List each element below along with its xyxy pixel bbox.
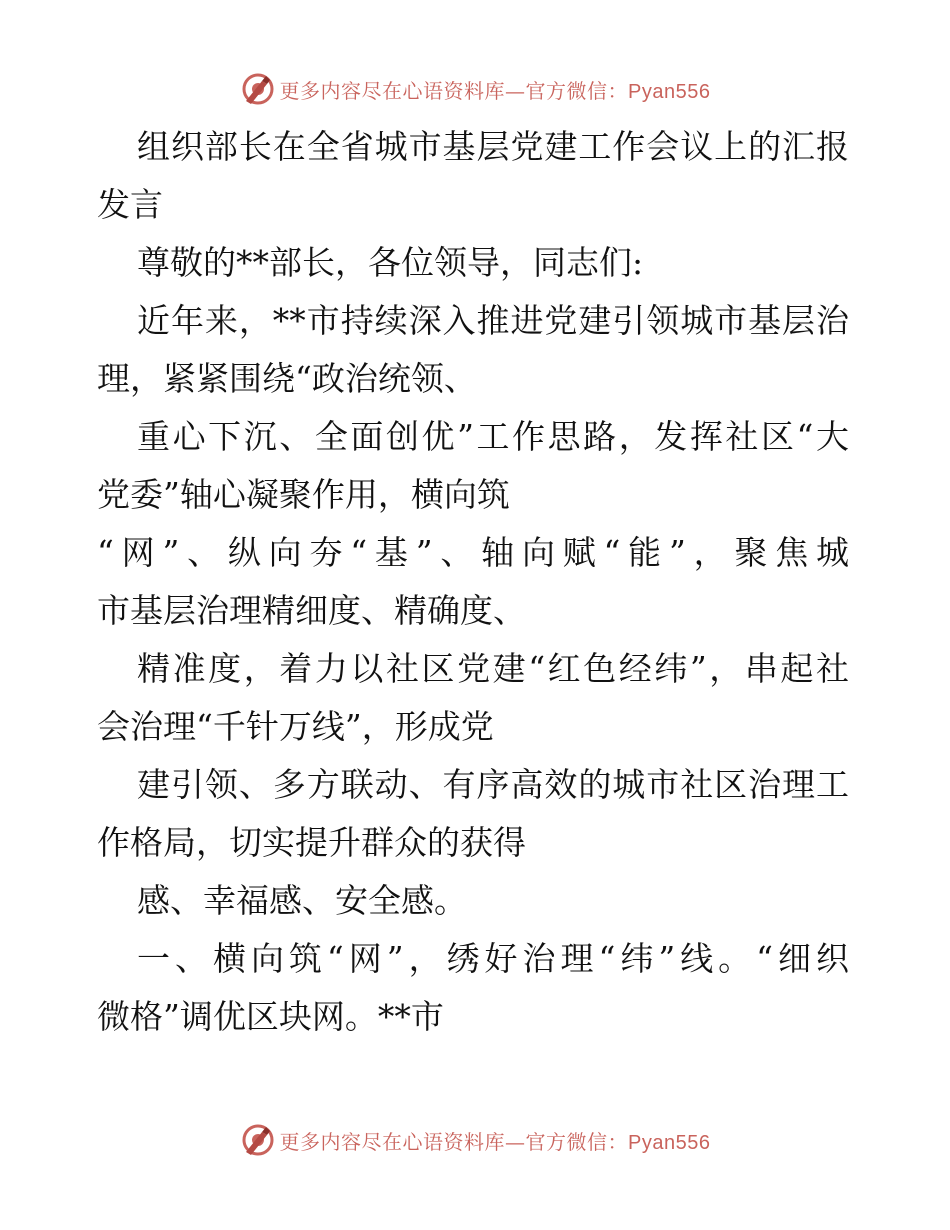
document-body: [97, 118, 849, 1046]
pen-logo-icon: [240, 71, 276, 107]
watermark-banner-bottom: [0, 1122, 950, 1158]
watermark-text: [280, 75, 711, 104]
watermark-text-en: Pyan556: [628, 80, 711, 103]
watermark-text-en: Pyan556: [628, 1131, 711, 1154]
pen-logo-icon: [240, 1122, 276, 1158]
text-line: 尊敬的**部长，各位领导，同志们:: [137, 243, 644, 282]
text-line: 精准度，着力以社区党建“红色经纬”，串起社: [137, 649, 849, 688]
text-line: 发言: [97, 185, 163, 224]
text-line: 建引领、多方联动、有序高效的城市社区治理工: [137, 765, 849, 804]
text-line: 会治理“千针万线”，形成党: [97, 707, 494, 746]
text-line: 作格局，切实提升群众的获得: [97, 823, 526, 862]
watermark-text-cn: 更多内容尽在心语资料库—官方微信：: [279, 1129, 629, 1154]
text-line: 重心下沉、全面创优”工作思路，发挥社区“大: [137, 417, 849, 456]
text-line: 一、横向筑“网”，绣好治理“纬”线。“细织: [137, 939, 849, 978]
text-line: 市基层治理精细度、精确度、: [97, 591, 526, 630]
watermark-text: [280, 1126, 711, 1155]
text-line: 党委”轴心凝聚作用，横向筑: [97, 475, 510, 514]
text-line: 感、幸福感、安全感。: [137, 881, 467, 920]
text-line: 微格”调优区块网。**市: [97, 997, 444, 1036]
watermark-banner-top: [0, 71, 950, 107]
text-line: 组织部长在全省城市基层党建工作会议上的汇报: [137, 127, 849, 166]
text-line: 近年来，**市持续深入推进党建引领城市基层治: [137, 301, 849, 340]
watermark-text-cn: 更多内容尽在心语资料库—官方微信：: [279, 78, 629, 103]
text-line: 理，紧紧围绕“政治统领、: [97, 359, 477, 398]
text-line: “网”、纵向夯“基”、轴向赋“能”，聚焦城: [97, 533, 849, 572]
